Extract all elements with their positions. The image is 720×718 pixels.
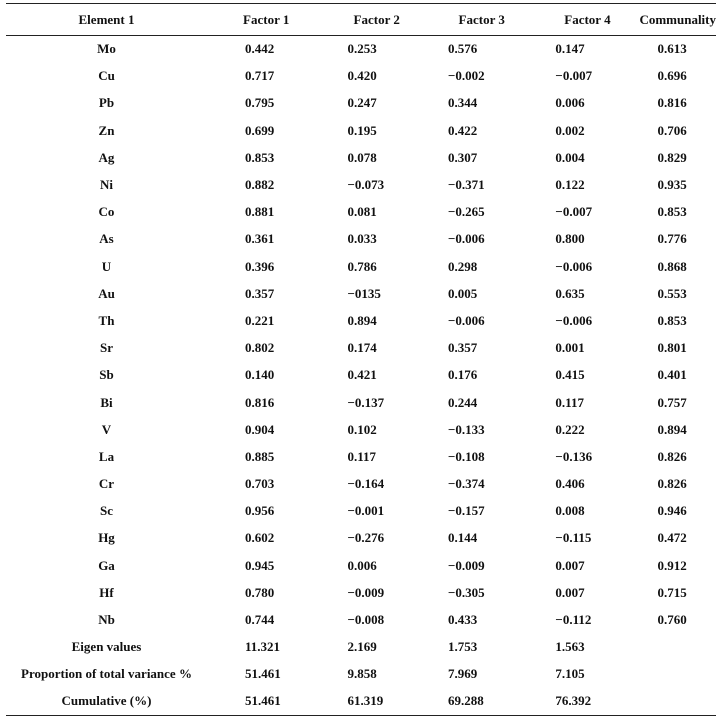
table-cell: 7.969 [448,666,478,682]
table-cell: 1.753 [448,639,478,655]
row-label-cell: V [101,421,112,437]
table-cell: 0.800 [555,231,585,247]
row-label-cell: As [99,231,114,247]
table-cell: 0.401 [657,367,687,383]
table-cell: 0.422 [448,122,478,138]
table-cell: 0.881 [245,204,275,220]
table-cell: 0.935 [657,177,687,193]
row-label-cell: Pb [98,95,115,111]
table-cell: 0.553 [657,285,687,301]
row-label-cell: Sb [99,367,114,383]
table-cell: 0.117 [347,448,376,464]
row-label-cell: Co [98,204,115,220]
table-cell: 0.007 [555,557,585,573]
row-label-cell: Mo [97,41,116,57]
table-cell: 0.826 [657,476,687,492]
table-cell: −0.006 [555,258,593,274]
table-cell: −0.007 [555,204,593,220]
table-cell: 0.635 [555,285,585,301]
table-cell: −0.006 [555,312,593,328]
table-cell: 0.816 [245,394,275,410]
table-cell: 0.247 [347,95,377,111]
table-cell: 0.868 [657,258,687,274]
table-cell: 0.004 [555,149,585,165]
table-cell: 0.956 [245,503,275,519]
table-cell: 51.461 [207,688,325,715]
table-row [6,362,716,389]
table-cell: 0.144 [448,530,478,546]
table-cell: 0.222 [555,421,585,437]
table-cell: 0.744 [245,612,275,628]
table-cell: −0.007 [555,68,593,84]
table-cell: 0.122 [555,177,585,193]
table-cell: 0.904 [245,421,275,437]
table-cell: 0.613 [657,41,687,57]
table-cell: 0.253 [347,41,377,57]
header-row [6,4,716,36]
header-cell: Factor 4 [535,4,639,36]
table-cell: 0.008 [555,503,585,519]
row-label-cell: Ni [100,177,113,193]
table-cell: 0.442 [245,41,275,57]
table-cell: −0.115 [555,530,592,546]
table-cell: −0.006 [448,312,485,328]
table-cell [639,634,716,661]
table-cell: 51.461 [245,666,281,682]
row-label-cell: Hf [99,584,114,600]
table-cell: 0.244 [448,394,478,410]
table-cell: −0.276 [347,530,385,546]
table-row [6,579,716,606]
row-label-cell: Sc [100,503,113,519]
table-cell: 0.117 [555,394,584,410]
header-cell: Element 1 [6,4,207,36]
table-cell: 0.576 [448,41,478,57]
table-cell: 0.912 [657,557,687,573]
table-cell: 11.321 [245,639,281,655]
table-cell: 0.801 [657,340,687,356]
table-cell: −0.265 [448,204,485,220]
table-cell: −0.001 [347,503,385,519]
row-label-cell: Cr [98,476,115,492]
table-cell: 76.392 [535,688,639,715]
row-label-cell: Ag [98,149,115,165]
table-row [6,253,716,280]
table-cell: −0.136 [555,448,593,464]
table-row [6,117,716,144]
table-row [6,552,716,579]
table-cell: 0.361 [245,231,275,247]
table-cell: 0.776 [657,231,687,247]
table-cell: 0.420 [347,68,377,84]
table-row [6,498,716,525]
table-cell: 0.102 [347,421,377,437]
table-cell: −0.002 [448,68,485,84]
table-cell: 0.699 [245,122,275,138]
header-cell: Factor 3 [428,4,535,36]
table-row [6,335,716,362]
table-row [6,144,716,171]
table-cell: −0.371 [448,177,485,193]
table-row [6,688,716,715]
table-cell: 0.344 [448,95,478,111]
table-cell: 0.715 [657,584,687,600]
row-label-cell: Th [98,312,115,328]
row-label-cell: Bi [100,394,113,410]
table-cell: 0.415 [555,367,585,383]
table-cell: 0.006 [347,557,377,573]
table-cell: 0.298 [448,258,478,274]
table-cell: 0.816 [657,95,687,111]
table-cell: 0.853 [245,149,275,165]
table-cell: 0.140 [245,367,275,383]
table-cell: 0.001 [555,340,585,356]
row-label-cell: Nb [98,612,115,628]
table-cell: 0.081 [347,204,377,220]
table-cell: 0.357 [245,285,275,301]
table-cell: −0.009 [448,557,485,573]
table-cell: 0.696 [657,68,687,84]
table-cell: −0.164 [347,476,385,492]
table-cell: 0.396 [245,258,275,274]
table-cell: −0.006 [448,231,485,247]
row-label-cell: Sr [100,340,113,356]
table-cell [639,661,716,688]
table-cell: 0.853 [657,204,687,220]
table-cell: 0.195 [347,122,377,138]
table-cell: 0.006 [555,95,585,111]
table-cell: 61.319 [325,688,428,715]
table-cell: 0.174 [347,340,377,356]
table-cell: 0.717 [245,68,275,84]
row-label-cell: Cu [98,68,115,84]
table-cell: 0.757 [657,394,687,410]
table-cell: 0.406 [555,476,585,492]
table-cell: −0.112 [555,612,592,628]
table-cell: 0.307 [448,149,478,165]
table-cell: 2.169 [347,639,377,655]
table-cell: 0.894 [347,312,377,328]
row-label-cell: Eigen values [71,639,142,655]
table-cell: 0.176 [448,367,478,383]
row-label-cell: Proportion of total variance % [21,666,192,682]
table-row [6,280,716,307]
table-row [6,199,716,226]
table-cell: 0.780 [245,584,275,600]
table-row [6,171,716,198]
table-cell: 0.221 [245,312,275,328]
table-row [6,416,716,443]
table-cell: 0.421 [347,367,377,383]
table-row [6,661,716,688]
table-row [6,226,716,253]
row-label-cell: U [101,258,112,274]
table-cell: −0.137 [347,394,385,410]
table-row [6,90,716,117]
table-cell: 0.602 [245,530,275,546]
table-row [6,63,716,90]
table-row [6,634,716,661]
table-cell: 0.829 [657,149,687,165]
header-cell: Factor 2 [325,4,428,36]
row-label-cell: La [98,448,115,464]
table-cell: 0.946 [657,503,687,519]
table-row [6,471,716,498]
table-cell: 0.002 [555,122,585,138]
header-cell: Factor 1 [207,4,325,36]
table-cell [639,688,716,715]
table-cell: 0.007 [555,584,585,600]
table-cell: 0.703 [245,476,275,492]
table-cell: 0.760 [657,612,687,628]
table-cell: 0.826 [657,448,687,464]
table-cell: 0.885 [245,448,275,464]
row-label-cell: Au [98,285,115,301]
table-cell: −0.073 [347,177,385,193]
table-row [6,307,716,334]
table-cell: 0.786 [347,258,377,274]
row-label-cell: Ga [98,557,115,573]
table-cell: 0.853 [657,312,687,328]
table-cell: 69.288 [428,688,535,715]
table-cell: 0.472 [657,530,687,546]
header-cell: Communality [639,4,716,36]
table-cell: −0.108 [448,448,485,464]
table-cell: 0.357 [448,340,478,356]
table-cell: 0.882 [245,177,275,193]
row-label-cell: Cumulative (%) [6,688,207,715]
table-cell: 0.033 [347,231,377,247]
table-cell: 0.706 [657,122,687,138]
table-cell: 7.105 [555,666,585,682]
table-cell: 0.005 [448,285,478,301]
table-cell: −0.133 [448,421,485,437]
table-cell: −0.009 [347,584,385,600]
row-label-cell: Hg [98,530,115,546]
table-cell: 0.147 [555,41,585,57]
table-cell: −0.374 [448,476,485,492]
row-label-cell: Zn [98,122,115,138]
table-row [6,443,716,470]
table-cell: 0.078 [347,149,377,165]
table-cell: −0.157 [448,503,485,519]
table-cell: −0.008 [347,612,385,628]
factor-loadings-table [6,3,716,716]
table-cell: 0.802 [245,340,275,356]
table-cell: 0.945 [245,557,275,573]
table-cell: 0.795 [245,95,275,111]
table-row [6,525,716,552]
table-cell: 0.433 [448,612,478,628]
table-cell: 0.894 [657,421,687,437]
table-row [6,36,716,63]
table-row [6,389,716,416]
table-cell: 1.563 [555,639,585,655]
table-cell: −0.305 [448,584,485,600]
table-cell: 9.858 [347,666,377,682]
table-cell: −0135 [347,285,381,301]
table-row [6,606,716,633]
